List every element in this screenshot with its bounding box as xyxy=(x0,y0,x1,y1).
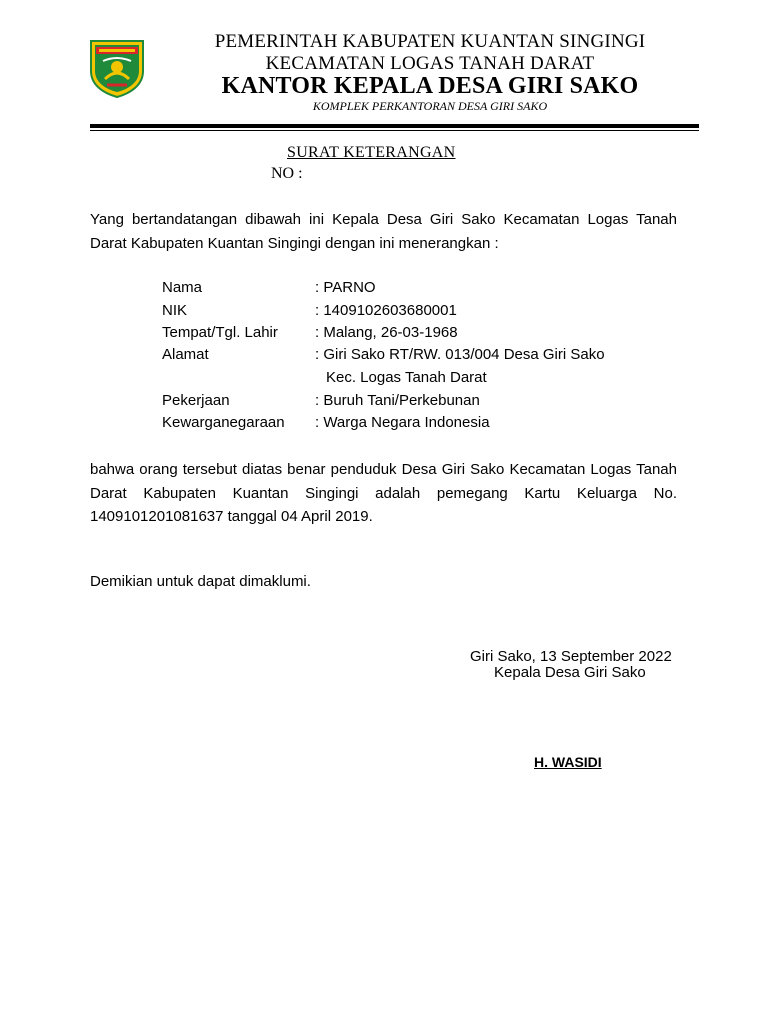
field-value: : Giri Sako RT/RW. 013/004 Desa Giri Sako xyxy=(315,346,605,363)
header-government-line: PEMERINTAH KABUPATEN KUANTAN SINGINGI xyxy=(214,31,646,52)
field-label: Pekerjaan xyxy=(162,392,230,409)
field-label: Tempat/Tgl. Lahir xyxy=(162,324,278,341)
field-label: NIK xyxy=(162,302,188,319)
intro-paragraph: Yang bertandatangan dibawah ini Kepala Desa Giri Sako Kecamatan Logas Tanah Darat Kabupaten Kuantan Singingi dengan ini menerangkan : xyxy=(90,211,677,252)
letter-title: SURAT KETERANGAN xyxy=(287,144,456,161)
header-address-line: KOMPLEK PERKANTORAN DESA GIRI SAKO xyxy=(312,99,548,113)
field-value: Kec. Logas Tanah Darat xyxy=(326,369,487,386)
field-value: : Warga Negara Indonesia xyxy=(315,414,490,431)
signer-position: Kepala Desa Giri Sako xyxy=(494,664,646,681)
field-value: : Buruh Tani/Perkebunan xyxy=(315,392,480,409)
header-office-title: KANTOR KEPALA DESA GIRI SAKO xyxy=(221,73,639,99)
field-value: : 1409102603680001 xyxy=(315,302,457,319)
field-label: Kewarganegaraan xyxy=(162,414,285,431)
field-value: : Malang, 26-03-1968 xyxy=(315,324,458,341)
header-district-line: KECAMATAN LOGAS TANAH DARAT xyxy=(265,53,595,74)
header-divider-thick xyxy=(90,124,699,128)
field-value: : PARNO xyxy=(315,279,376,296)
field-label: Alamat xyxy=(162,346,209,363)
regency-logo xyxy=(85,37,149,99)
place-date: Giri Sako, 13 September 2022 xyxy=(470,648,672,665)
header-divider-thin xyxy=(90,130,699,131)
statement-paragraph: bahwa orang tersebut diatas benar penduduk Desa Giri Sako Kecamatan Logas Tanah Darat Kabupaten Kuantan Singingi adalah pemegang Kartu Keluarga No. 1409101201081637 tanggal 04 April 2019. xyxy=(90,461,677,525)
closing-sentence: Demikian untuk dapat dimaklumi. xyxy=(90,573,311,590)
field-label: Nama xyxy=(162,279,203,296)
letter-number: NO : xyxy=(271,165,303,182)
signer-name: H. WASIDI xyxy=(534,754,602,770)
